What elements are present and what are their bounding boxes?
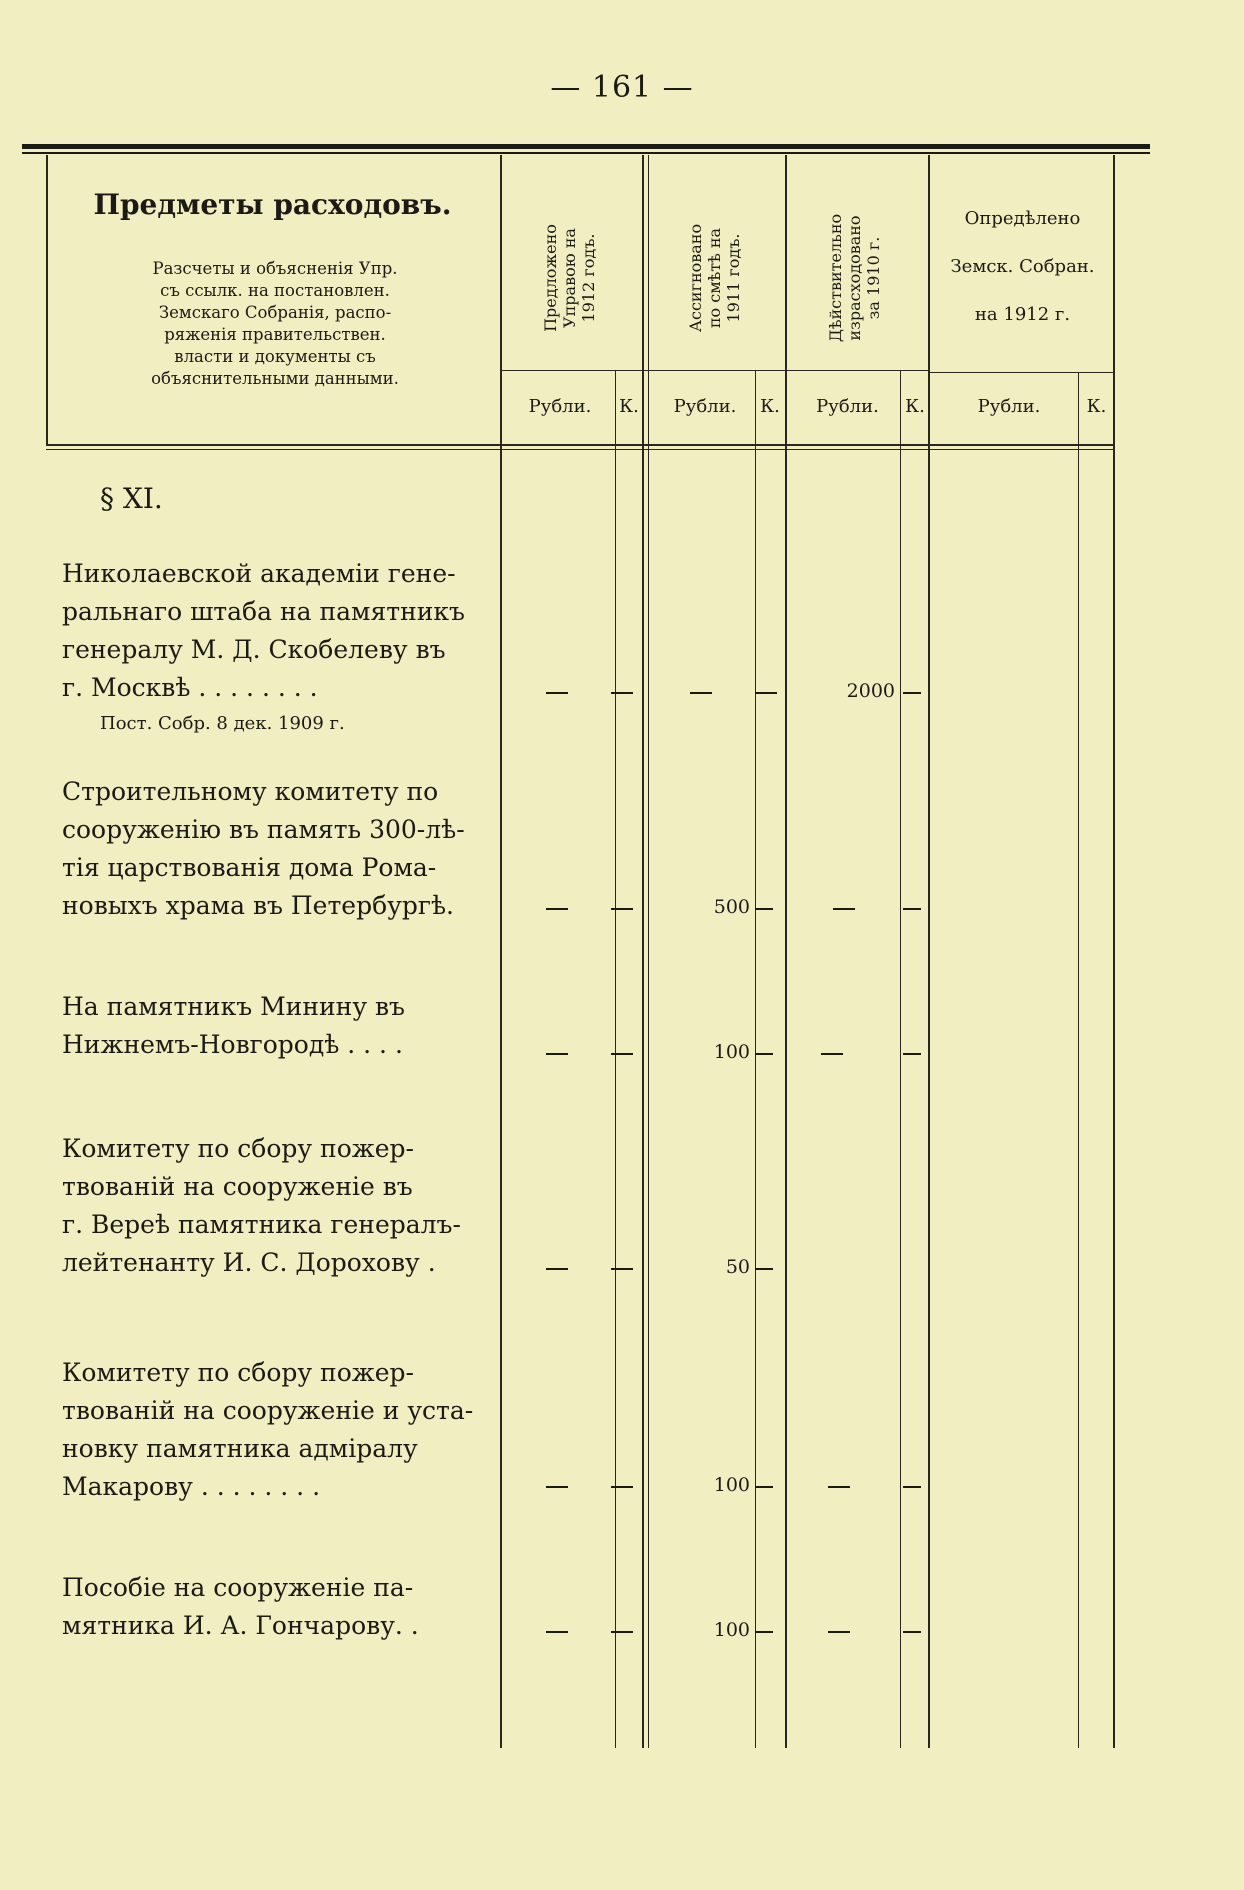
unit-kop: К. (619, 396, 639, 417)
value-dash (611, 1631, 633, 1633)
expense-item: На памятникъ Минину въ Нижнемъ-Новгородѣ . . . . (62, 992, 405, 1059)
header-col-spent: Дѣйствительно израсходовано за 1910 г. (826, 213, 883, 343)
col-line (1078, 372, 1079, 1748)
expense-item: Николаевской академіи гене- ральнаго штаба на памятникъ генералу М. Д. Скобелеву въ г. Москвѣ . . . . . . . . (62, 559, 465, 702)
header-title: Предметы расходовъ. (93, 188, 452, 221)
value-dash (755, 692, 777, 694)
value-dash (755, 1268, 773, 1270)
value-dash (828, 1486, 850, 1488)
value-dash (611, 1486, 633, 1488)
expense-item: Пособіе на сооруженіе па- мятника И. А. Гончарову. . (62, 1573, 419, 1640)
value-dash (546, 1486, 568, 1488)
unit-rub: Рубли. (816, 396, 879, 417)
header-col-assigned: Ассигновано по смѣтѣ на 1911 годъ. (686, 223, 743, 333)
item-note: Пост. Собр. 8 дек. 1909 г. (100, 713, 345, 734)
value-dash (611, 692, 633, 694)
value-dash (755, 1631, 773, 1633)
col-line (615, 370, 616, 1748)
value-dash (546, 692, 568, 694)
col-line (642, 155, 644, 1748)
value-assigned: 100 (713, 1474, 750, 1496)
top-rule (22, 144, 1150, 149)
value-dash (903, 1053, 921, 1055)
col-line (785, 155, 787, 1748)
value-dash (903, 1486, 921, 1488)
col-line (648, 155, 649, 1748)
value-assigned: 500 (713, 896, 750, 918)
value-assigned: 100 (713, 1619, 750, 1641)
value-assigned: 50 (725, 1256, 750, 1278)
value-dash (828, 1631, 850, 1633)
page-number: — 161 — (550, 70, 694, 105)
value-dash (546, 1631, 568, 1633)
value-dash (611, 908, 633, 910)
header-col-proposed: Предложено Управою на 1912 годъ. (541, 224, 598, 332)
value-dash (903, 1631, 921, 1633)
expense-item: Строительному комитету по сооруженію въ память 300-лѣ- тія царствованія дома Рома- новыхъ храма въ Петербургѣ. (62, 777, 465, 920)
value-dash (755, 1053, 773, 1055)
header-sub-line (928, 372, 1113, 373)
value-dash (611, 1268, 633, 1270)
header-bottom-line-thin (46, 449, 1113, 450)
value-assigned: 100 (713, 1041, 750, 1063)
expense-item: Комитету по сбору пожер- твованій на сооруженіе въ г. Вереѣ памятника генералъ- лейтенанту И. С. Дорохову . (62, 1134, 461, 1277)
header-col-determined-1: Опредѣлено (964, 208, 1081, 229)
header-col-determined-2: Земск. Собран. (950, 256, 1095, 277)
unit-rub: Рубли. (673, 396, 737, 417)
expense-item: Комитету по сбору пожер- твованій на сооруженіе и уста- новку памятника адміралу Макарову . . . . . . . . (62, 1358, 474, 1501)
value-dash (821, 1053, 843, 1055)
value-dash (903, 908, 921, 910)
col-line (1113, 155, 1115, 1748)
header-bottom-line (46, 444, 1113, 446)
unit-rub: Рубли. (977, 396, 1041, 417)
section-number: § XI. (100, 482, 163, 515)
header-col-determined-3: на 1912 г. (974, 304, 1071, 325)
col-line (755, 370, 756, 1748)
value-spent: 2000 (846, 680, 895, 702)
unit-kop: К. (1086, 396, 1107, 417)
unit-kop: К. (760, 396, 780, 417)
unit-rub: Рубли. (528, 396, 592, 417)
col-line (928, 155, 930, 1748)
value-dash (611, 1053, 633, 1055)
value-dash (546, 1268, 568, 1270)
value-dash (755, 1486, 773, 1488)
value-dash (833, 908, 855, 910)
col-line (46, 155, 48, 445)
col-line (500, 155, 502, 1748)
top-rule-thin (22, 152, 1150, 154)
col-line (900, 370, 901, 1748)
value-dash (690, 692, 712, 694)
value-dash (755, 908, 773, 910)
value-dash (546, 1053, 568, 1055)
header-description: Разсчеты и объясненія Упр. съ ссылк. на постановлен. Земскаго Собранія, распо- ряженія правительствен. власти и документы съ объяснительными данными. (151, 259, 399, 388)
value-dash (903, 692, 921, 694)
unit-kop: К. (905, 396, 925, 417)
value-dash (546, 908, 568, 910)
